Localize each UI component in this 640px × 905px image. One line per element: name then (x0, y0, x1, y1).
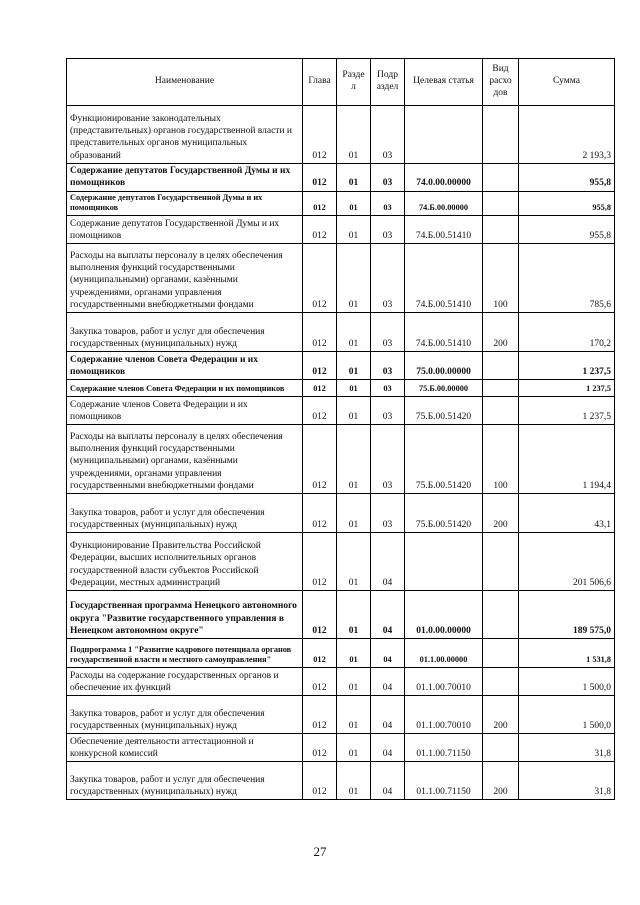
row-subsection: 03 (371, 164, 405, 192)
row-target-article: 74.Б.00.51410 (405, 216, 483, 244)
row-subsection: 03 (371, 216, 405, 244)
row-section: 01 (337, 533, 371, 591)
table-row (67, 313, 615, 352)
row-target-article: 74.Б.00.51410 (405, 244, 483, 313)
row-subsection: 03 (371, 191, 405, 216)
row-section: 01 (337, 494, 371, 533)
row-sum: 31,8 (519, 762, 615, 800)
row-chapter: 012 (303, 734, 337, 762)
row-expense-type: 100 (483, 244, 519, 313)
row-expense-type (483, 591, 519, 639)
row-section: 01 (337, 734, 371, 762)
row-expense-type (483, 380, 519, 397)
row-name: Функционирование законодательных (представительных) органов государственной власти и представительных органов муниципальных образований (67, 106, 303, 164)
row-target-article: 01.1.00.70010 (405, 696, 483, 734)
table-row (67, 591, 615, 639)
row-subsection: 03 (371, 397, 405, 425)
row-expense-type: 100 (483, 425, 519, 494)
table-row (67, 533, 615, 591)
row-section: 01 (337, 591, 371, 639)
row-section: 01 (337, 106, 371, 164)
row-chapter: 012 (303, 313, 337, 352)
row-expense-type (483, 533, 519, 591)
row-section: 01 (337, 352, 371, 380)
row-name: Расходы на содержание государственных органов и обеспечение их функций (67, 668, 303, 696)
row-chapter: 012 (303, 380, 337, 397)
row-subsection: 04 (371, 696, 405, 734)
header-section: Разде л (337, 59, 371, 106)
row-section: 01 (337, 313, 371, 352)
row-chapter: 012 (303, 639, 337, 668)
row-expense-type (483, 216, 519, 244)
row-target-article: 74.Б.00.00000 (405, 191, 483, 216)
row-expense-type (483, 668, 519, 696)
table-row (67, 352, 615, 380)
row-section: 01 (337, 397, 371, 425)
page-number: 27 (313, 844, 327, 859)
row-chapter: 012 (303, 762, 337, 800)
row-section: 01 (337, 191, 371, 216)
row-sum: 189 575,0 (519, 591, 615, 639)
row-chapter: 012 (303, 668, 337, 696)
row-expense-type: 200 (483, 313, 519, 352)
row-target-article: 01.1.00.71150 (405, 762, 483, 800)
row-target-article: 75.Б.00.51420 (405, 425, 483, 494)
row-section: 01 (337, 380, 371, 397)
row-sum: 1 237,5 (519, 380, 615, 397)
row-name: Закупка товаров, работ и услуг для обеспечения государственных (муниципальных) нужд (67, 313, 303, 352)
row-chapter: 012 (303, 164, 337, 192)
row-sum: 1 531,8 (519, 639, 615, 668)
row-sum: 1 500,0 (519, 696, 615, 734)
row-sum: 31,8 (519, 734, 615, 762)
row-section: 01 (337, 216, 371, 244)
header-name: Наименование (67, 59, 303, 106)
row-expense-type (483, 352, 519, 380)
table-header-row (67, 59, 615, 106)
table-row (67, 425, 615, 494)
row-subsection: 03 (371, 352, 405, 380)
row-chapter: 012 (303, 191, 337, 216)
row-chapter: 012 (303, 216, 337, 244)
row-sum: 1 194,4 (519, 425, 615, 494)
row-name: Содержание депутатов Государственной Думы и их помощников (67, 191, 303, 216)
row-target-article: 75.Б.00.51420 (405, 397, 483, 425)
row-name: Закупка товаров, работ и услуг для обеспечения государственных (муниципальных) нужд (67, 762, 303, 800)
row-target-article (405, 533, 483, 591)
row-expense-type (483, 639, 519, 668)
row-name: Содержание депутатов Государственной Думы и их помощников (67, 216, 303, 244)
table-row (67, 762, 615, 800)
row-sum: 2 193,3 (519, 106, 615, 164)
row-sum: 43,1 (519, 494, 615, 533)
row-target-article: 01.1.00.71150 (405, 734, 483, 762)
row-expense-type: 200 (483, 494, 519, 533)
row-subsection: 03 (371, 494, 405, 533)
table-row (67, 494, 615, 533)
row-name: Закупка товаров, работ и услуг для обеспечения государственных (муниципальных) нужд (67, 494, 303, 533)
row-chapter: 012 (303, 106, 337, 164)
row-expense-type (483, 734, 519, 762)
row-sum: 955,8 (519, 216, 615, 244)
row-target-article: 75.0.00.00000 (405, 352, 483, 380)
row-expense-type: 200 (483, 762, 519, 800)
row-sum: 1 237,5 (519, 352, 615, 380)
table-row (67, 216, 615, 244)
row-target-article: 74.0.00.00000 (405, 164, 483, 192)
header-sum: Сумма (519, 59, 615, 106)
row-sum: 955,8 (519, 191, 615, 216)
row-name: Закупка товаров, работ и услуг для обеспечения государственных (муниципальных) нужд (67, 696, 303, 734)
table-row (67, 191, 615, 216)
table-row (67, 380, 615, 397)
row-subsection: 04 (371, 639, 405, 668)
row-name: Содержание членов Совета Федерации и их помощников (67, 397, 303, 425)
row-subsection: 04 (371, 734, 405, 762)
row-target-article: 01.0.00.00000 (405, 591, 483, 639)
row-expense-type (483, 397, 519, 425)
row-section: 01 (337, 762, 371, 800)
row-subsection: 04 (371, 591, 405, 639)
row-subsection: 03 (371, 380, 405, 397)
row-section: 01 (337, 244, 371, 313)
row-subsection: 04 (371, 533, 405, 591)
row-chapter: 012 (303, 696, 337, 734)
table-row (67, 106, 615, 164)
row-sum: 170,2 (519, 313, 615, 352)
row-name: Функционирование Правительства Российской Федерации, высших исполнительных органов государственной власти субъектов Российской Федерации, местных администраций (67, 533, 303, 591)
row-expense-type (483, 191, 519, 216)
table-body (67, 106, 615, 800)
row-name: Содержание членов Совета Федерации и их помощников (67, 380, 303, 397)
row-name: Обеспечение деятельности аттестационной и конкурсной комиссий (67, 734, 303, 762)
row-sum: 1 500,0 (519, 668, 615, 696)
row-sum: 785,6 (519, 244, 615, 313)
row-sum: 201 506,6 (519, 533, 615, 591)
budget-table (66, 58, 615, 800)
row-target-article: 74.Б.00.51410 (405, 313, 483, 352)
table-row (67, 397, 615, 425)
row-name: Государственная программа Ненецкого автономного округа "Развитие государственного управления в Ненецком автономном округе" (67, 591, 303, 639)
row-chapter: 012 (303, 244, 337, 313)
row-expense-type (483, 164, 519, 192)
row-name: Подпрограмма 1 "Развитие кадрового потенциала органов государственной власти и местного самоуправления" (67, 639, 303, 668)
row-expense-type: 200 (483, 696, 519, 734)
row-chapter: 012 (303, 591, 337, 639)
row-section: 01 (337, 668, 371, 696)
table-row (67, 696, 615, 734)
row-chapter: 012 (303, 397, 337, 425)
row-target-article: 75.Б.00.51420 (405, 494, 483, 533)
row-subsection: 03 (371, 244, 405, 313)
table-row (67, 639, 615, 668)
row-target-article (405, 106, 483, 164)
header-expense-type: Вид расхо дов (483, 59, 519, 106)
row-name: Расходы на выплаты персоналу в целях обеспечения выполнения функций государственными (муниципальными) органами, казёнными учреждениями, органами управления государственными внебюджетными фондами (67, 425, 303, 494)
row-subsection: 03 (371, 106, 405, 164)
table-row (67, 734, 615, 762)
header-target: Целевая статья (405, 59, 483, 106)
header-chapter: Глава (303, 59, 337, 106)
row-chapter: 012 (303, 352, 337, 380)
row-expense-type (483, 106, 519, 164)
row-chapter: 012 (303, 425, 337, 494)
row-name: Расходы на выплаты персоналу в целях обеспечения выполнения функций государственными (муниципальными) органами, казёнными учреждениями, органами управления государственными внебюджетными фондами (67, 244, 303, 313)
row-target-article: 01.1.00.70010 (405, 668, 483, 696)
row-section: 01 (337, 696, 371, 734)
row-subsection: 04 (371, 668, 405, 696)
row-section: 01 (337, 164, 371, 192)
row-name: Содержание членов Совета Федерации и их помощников (67, 352, 303, 380)
table-row (67, 244, 615, 313)
row-sum: 1 237,5 (519, 397, 615, 425)
row-subsection: 03 (371, 313, 405, 352)
header-subsection: Подр аздел (371, 59, 405, 106)
row-target-article: 75.Б.00.00000 (405, 380, 483, 397)
row-chapter: 012 (303, 533, 337, 591)
row-section: 01 (337, 639, 371, 668)
table-row (67, 668, 615, 696)
row-target-article: 01.1.00.00000 (405, 639, 483, 668)
row-sum: 955,8 (519, 164, 615, 192)
table-row (67, 164, 615, 192)
row-name: Содержание депутатов Государственной Думы и их помощников (67, 164, 303, 192)
row-subsection: 03 (371, 425, 405, 494)
row-subsection: 04 (371, 762, 405, 800)
row-chapter: 012 (303, 494, 337, 533)
row-section: 01 (337, 425, 371, 494)
